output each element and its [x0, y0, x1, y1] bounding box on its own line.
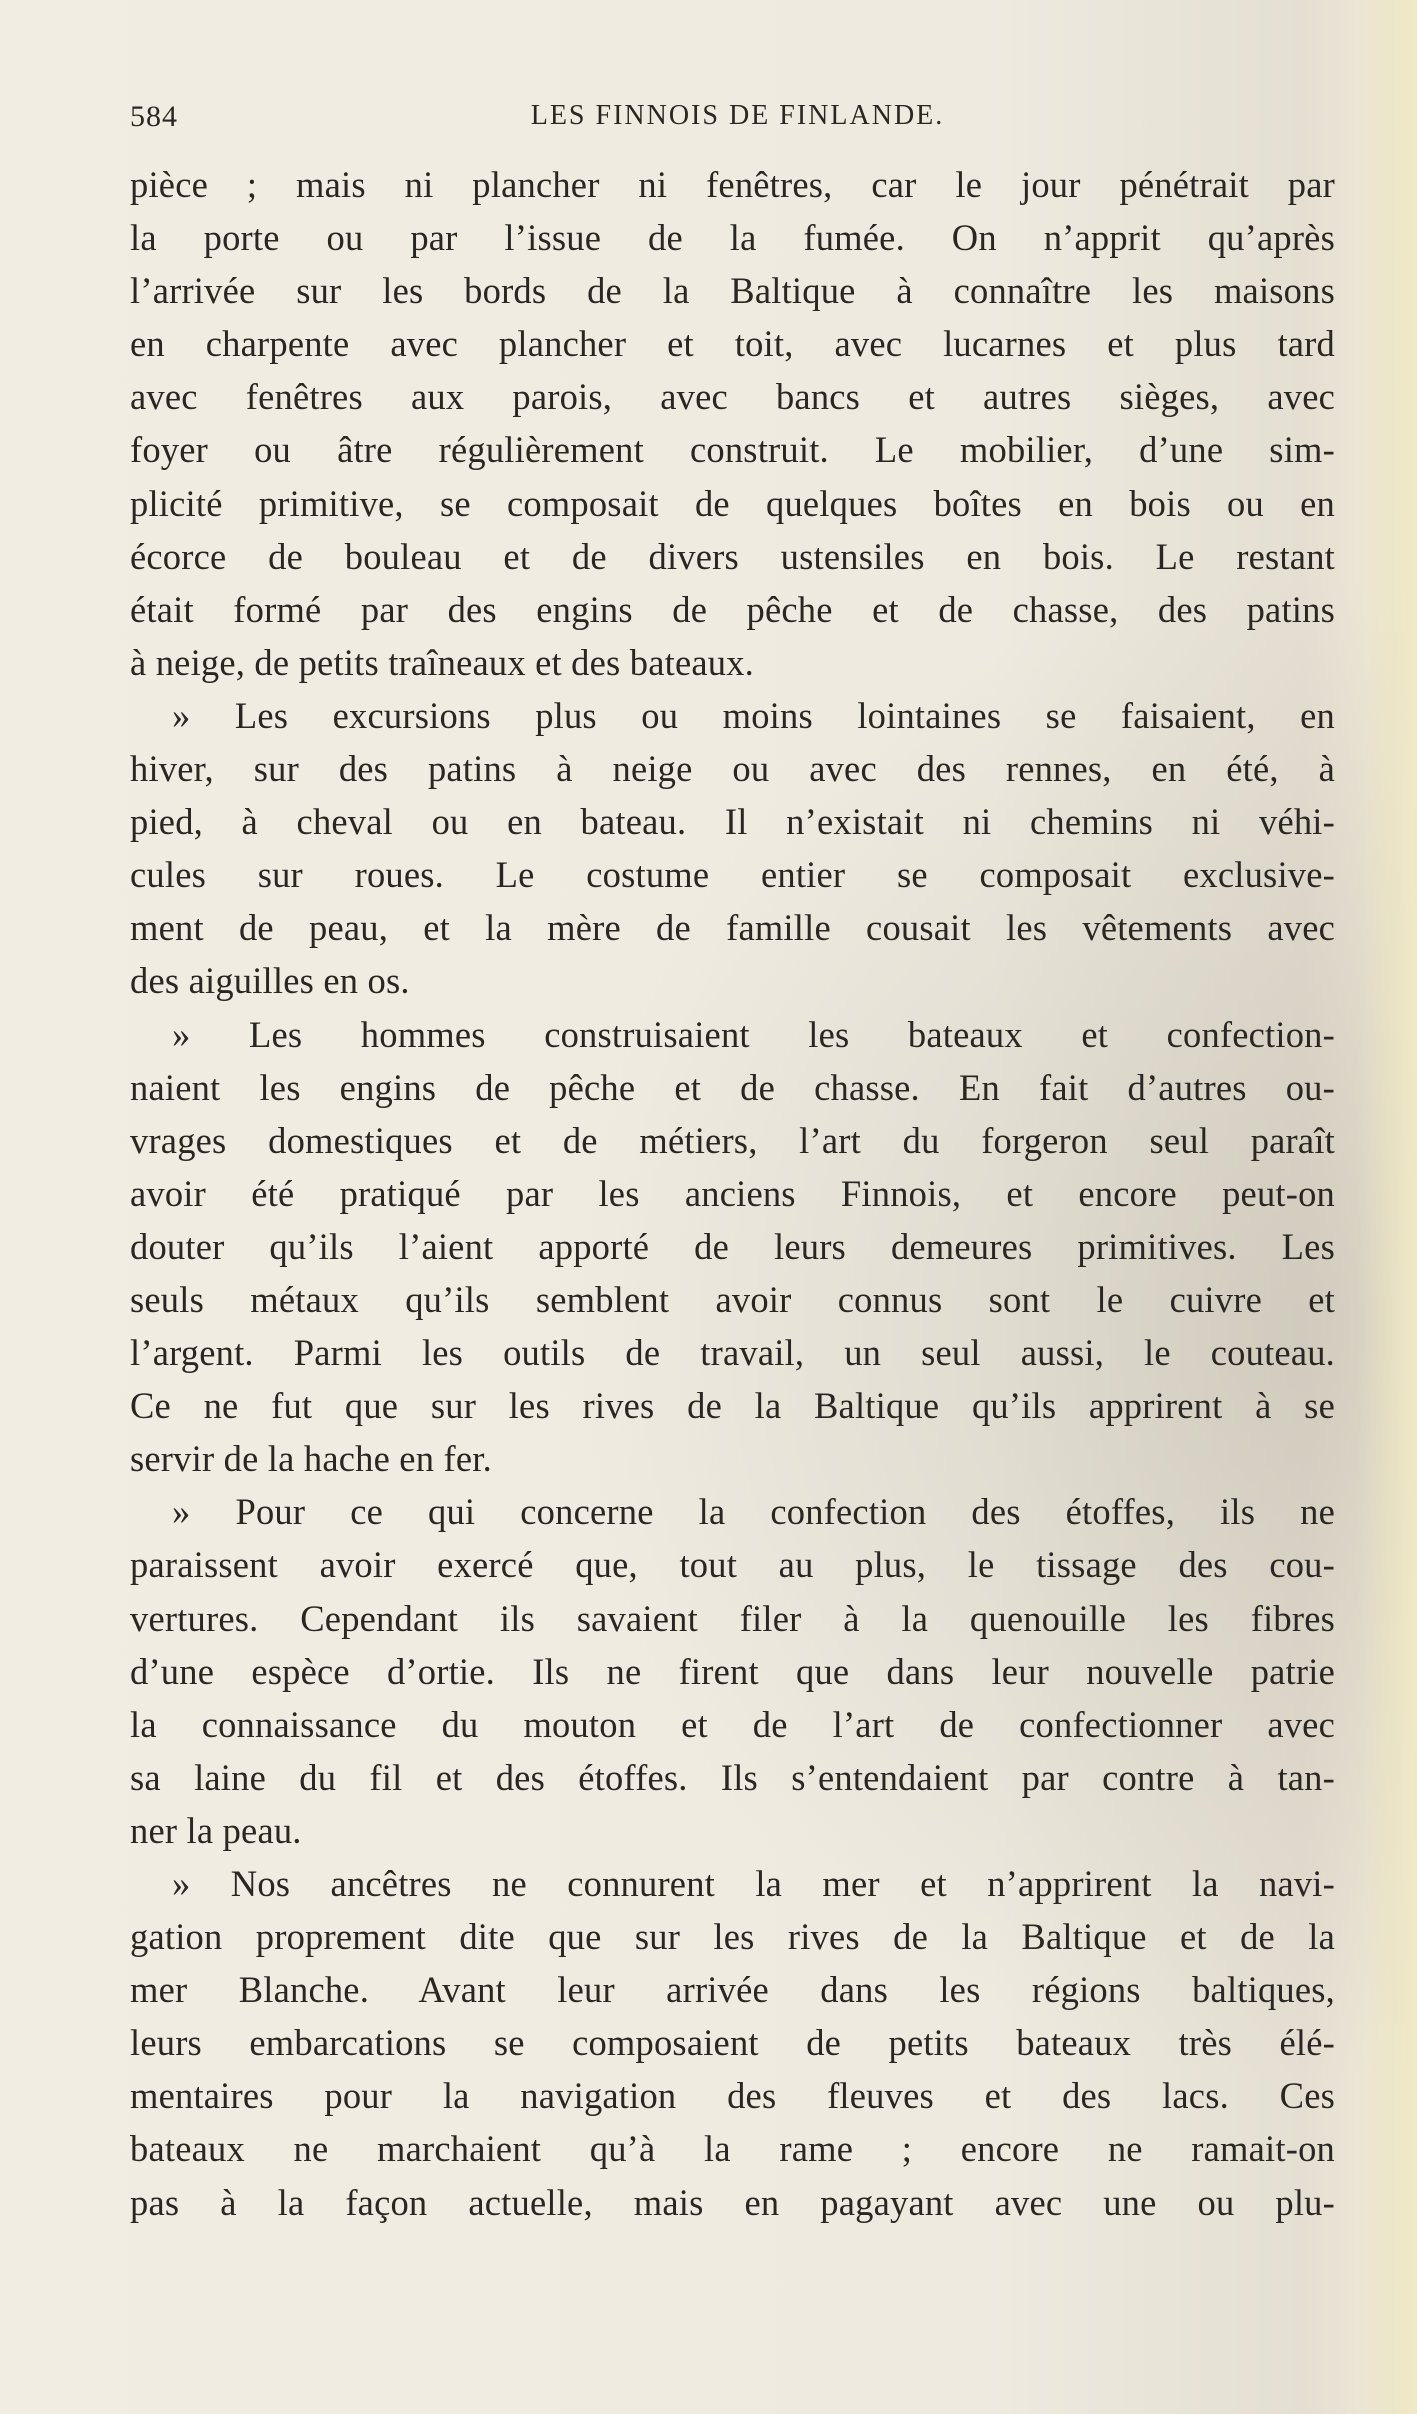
- page-edge-shadow: [1357, 0, 1417, 2414]
- text-line: vrages domestiques et de métiers, l’art du forgeron seul paraît: [130, 1119, 1335, 1161]
- text-line: mer Blanche. Avant leur arrivée dans les régions baltiques,: [130, 1969, 1335, 2011]
- text-line: » Pour ce qui concerne la confection des étoffes, ils ne: [172, 1491, 1335, 1533]
- page-header: [130, 100, 1335, 144]
- text-line: sa laine du fil et des étoffes. Ils s’entendaient par contre à tan-: [130, 1756, 1335, 1798]
- text-line: vertures. Cependant ils savaient filer à la quenouille les fibres: [130, 1597, 1335, 1639]
- text-line: l’argent. Parmi les outils de travail, un seul aussi, le couteau.: [130, 1332, 1335, 1374]
- running-head: LES FINNOIS DE FINLANDE.: [530, 100, 945, 131]
- text-line: Ce ne fut que sur les rives de la Baltique qu’ils apprirent à se: [130, 1385, 1335, 1427]
- text-line: gation proprement dite que sur les rives de la Baltique et de la: [130, 1916, 1335, 1958]
- text-line: des aiguilles en os.: [130, 960, 410, 1002]
- text-line: ner la peau.: [130, 1809, 302, 1851]
- text-line: paraissent avoir exercé que, tout au plus, le tissage des cou-: [130, 1544, 1335, 1586]
- text-line: naient les engins de pêche et de chasse. En fait d’autres ou-: [130, 1066, 1335, 1108]
- text-line: avoir été pratiqué par les anciens Finnois, et encore peut-on: [130, 1172, 1335, 1214]
- text-line: à neige, de petits traîneaux et des bateaux.: [130, 641, 754, 683]
- text-line: seuls métaux qu’ils semblent avoir connus sont le cuivre et: [130, 1278, 1335, 1320]
- text-line: pièce ; mais ni plancher ni fenêtres, car le jour pénétrait par: [130, 164, 1335, 205]
- text-line: » Les excursions plus ou moins lointaines se faisaient, en: [172, 694, 1335, 736]
- text-line: d’une espèce d’ortie. Ils ne firent que dans leur nouvelle patrie: [130, 1650, 1335, 1692]
- text-line: mentaires pour la navigation des fleuves et des lacs. Ces: [130, 2075, 1335, 2117]
- text-line: avec fenêtres aux parois, avec bancs et autres sièges, avec: [130, 376, 1335, 418]
- body-text: [130, 158, 1335, 2229]
- text-line: était formé par des engins de pêche et de chasse, des patins: [130, 588, 1335, 630]
- text-line: l’arrivée sur les bords de la Baltique à connaître les maisons: [130, 270, 1335, 312]
- text-line: servir de la hache en fer.: [130, 1438, 492, 1480]
- text-line: en charpente avec plancher et toit, avec lucarnes et plus tard: [130, 323, 1335, 365]
- text-line: pas à la façon actuelle, mais en pagayant avec une ou plu-: [130, 2181, 1335, 2223]
- text-line: plicité primitive, se composait de quelques boîtes en bois ou en: [130, 482, 1335, 524]
- text-line: cules sur roues. Le costume entier se composait exclusive-: [130, 854, 1335, 896]
- text-line: douter qu’ils l’aient apporté de leurs demeures primitives. Les: [130, 1225, 1335, 1267]
- text-line: la porte ou par l’issue de la fumée. On n’apprit qu’après: [130, 217, 1335, 259]
- text-line: la connaissance du mouton et de l’art de confectionner avec: [130, 1703, 1335, 1745]
- text-line: pied, à cheval ou en bateau. Il n’existait ni chemins ni véhi-: [130, 801, 1335, 843]
- text-line: leurs embarcations se composaient de petits bateaux très élé-: [130, 2022, 1335, 2064]
- text-line: » Nos ancêtres ne connurent la mer et n’apprirent la navi-: [172, 1863, 1335, 1904]
- text-line: » Les hommes construisaient les bateaux et confection-: [172, 1013, 1335, 1055]
- text-line: bateaux ne marchaient qu’à la rame ; encore ne ramait-on: [130, 2128, 1335, 2170]
- page-number: 584: [130, 100, 178, 133]
- text-line: ment de peau, et la mère de famille cousait les vêtements avec: [130, 907, 1335, 949]
- text-line: écorce de bouleau et de divers ustensiles en bois. Le restant: [130, 535, 1335, 577]
- text-line: foyer ou âtre régulièrement construit. Le mobilier, d’une sim-: [130, 429, 1335, 471]
- text-line: hiver, sur des patins à neige ou avec des rennes, en été, à: [130, 748, 1335, 790]
